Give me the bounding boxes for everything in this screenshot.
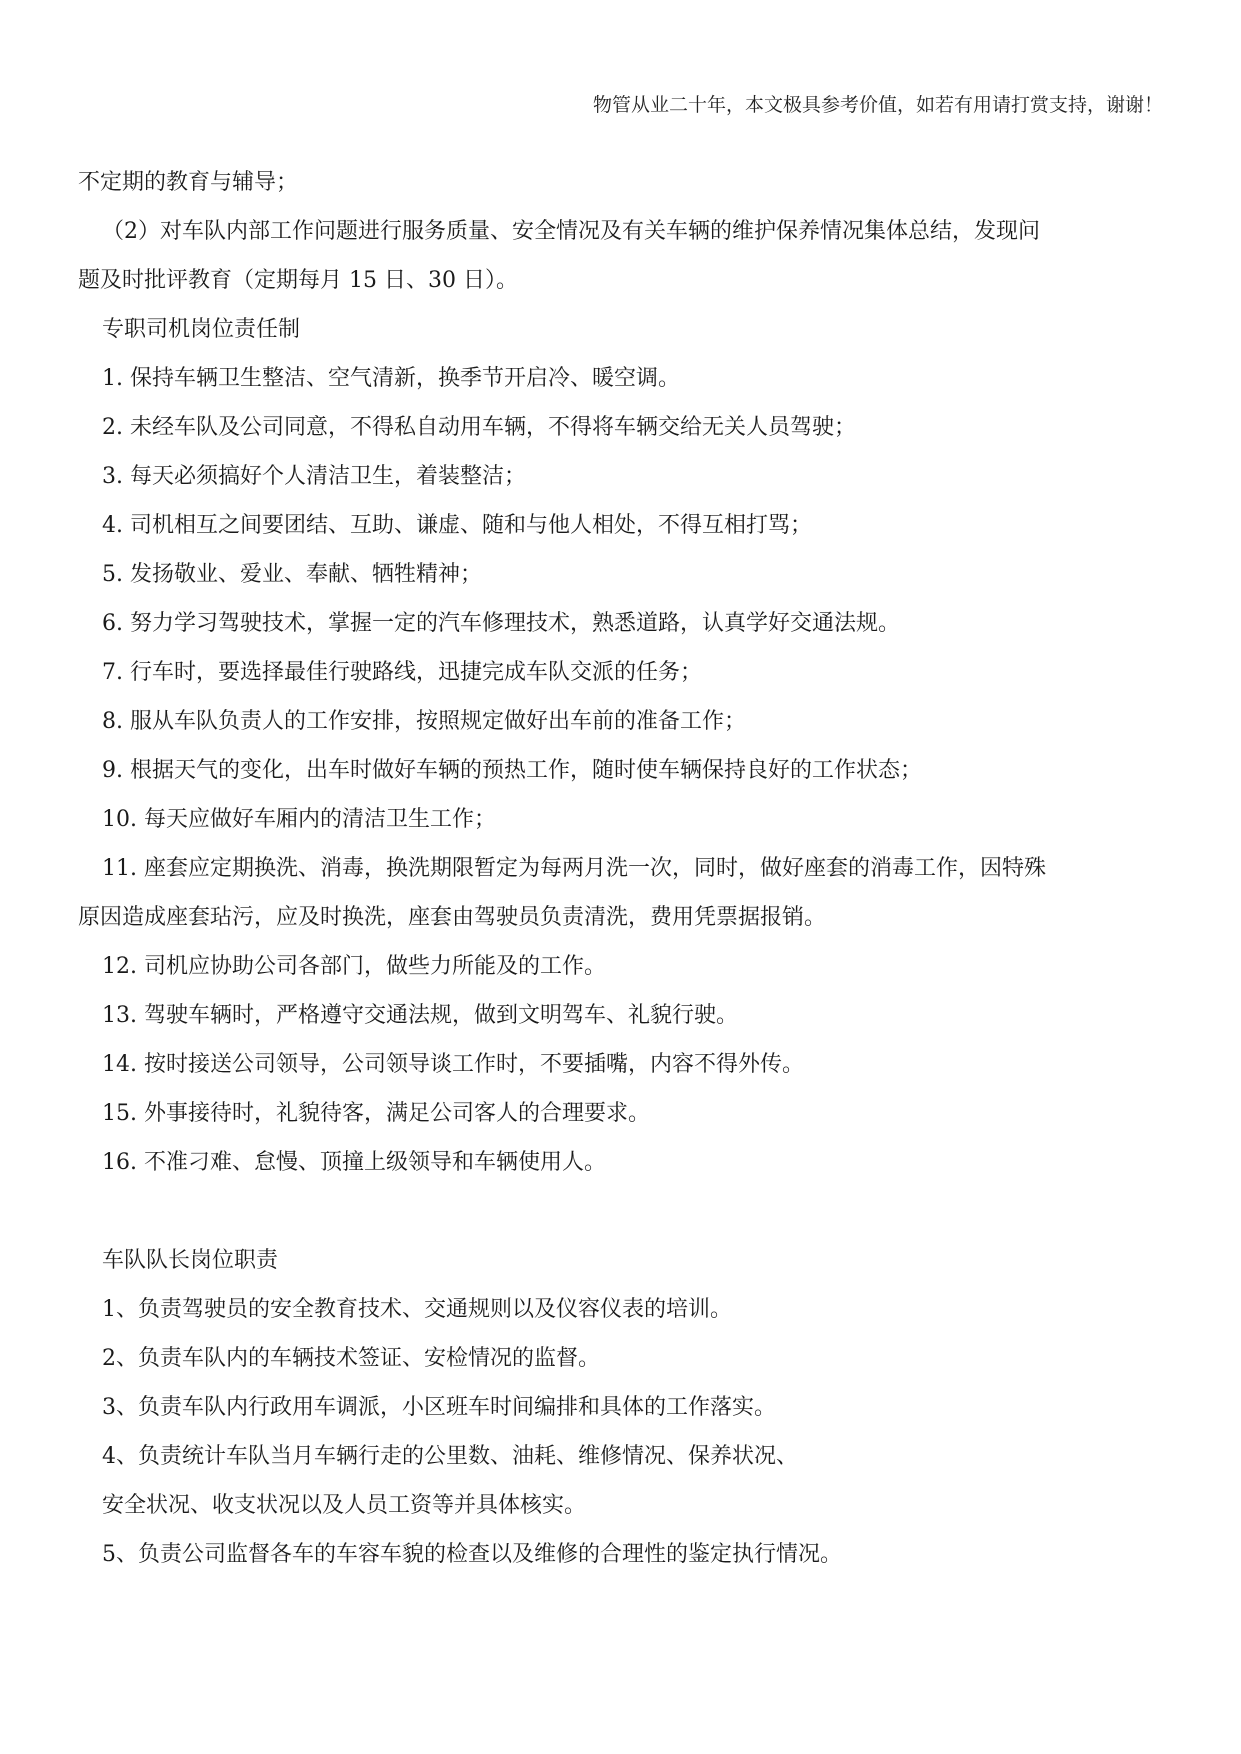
driver-item: 5. 发扬敬业、爱业、奉献、牺牲精神； — [102, 562, 482, 587]
document-body — [78, 158, 1168, 1579]
driver-item: 6. 努力学习驾驶技术，掌握一定的汽车修理技术，熟悉道路，认真学好交通法规。 — [102, 611, 900, 636]
driver-item: 12. 司机应协助公司各部门，做些力所能及的工作。 — [102, 954, 606, 979]
driver-item: 15. 外事接待时，礼貌待客，满足公司客人的合理要求。 — [102, 1101, 650, 1126]
driver-section-title: 专职司机岗位责任制 — [102, 317, 301, 342]
captain-item: 1、负责驾驶员的安全教育技术、交通规则以及仪容仪表的培训。 — [102, 1297, 732, 1322]
intro-line: 不定期的教育与辅导； — [78, 170, 299, 195]
captain-item: 2、负责车队内的车辆技术签证、安检情况的监督。 — [102, 1346, 600, 1371]
captain-section-title: 车队队长岗位职责 — [102, 1248, 279, 1273]
driver-item: 10. 每天应做好车厢内的清洁卫生工作； — [102, 807, 496, 832]
driver-item: 9. 根据天气的变化，出车时做好车辆的预热工作，随时使车辆保持良好的工作状态； — [102, 758, 922, 783]
driver-item: 16. 不准刁难、怠慢、顶撞上级领导和车辆使用人。 — [102, 1150, 606, 1175]
driver-item: 1. 保持车辆卫生整洁、空气清新，换季节开启冷、暖空调。 — [102, 366, 680, 391]
section-spacer — [78, 1187, 1168, 1236]
driver-item-11-line-2: 原因造成座套玷污，应及时换洗，座套由驾驶员负责清洗，费用凭票据报销。 — [78, 905, 827, 930]
captain-item: 3、负责车队内行政用车调派，小区班车时间编排和具体的工作落实。 — [102, 1395, 776, 1420]
driver-item: 3. 每天必须搞好个人清洁卫生，着装整洁； — [102, 464, 526, 489]
driver-item: 2. 未经车队及公司同意，不得私自动用车辆，不得将车辆交给无关人员驾驶； — [102, 415, 856, 440]
intro-item-2-line-1: （2）对车队内部工作问题进行服务质量、安全情况及有关车辆的维护保养情况集体总结，发现问 — [102, 219, 1041, 244]
driver-item-11-line-1: 11. 座套应定期换洗、消毒，换洗期限暂定为每两月洗一次，同时，做好座套的消毒工作，因特殊 — [102, 856, 1046, 881]
driver-item: 14. 按时接送公司领导，公司领导谈工作时，不要插嘴，内容不得外传。 — [102, 1052, 804, 1077]
driver-item: 7. 行车时，要选择最佳行驶路线，迅捷完成车队交派的任务； — [102, 660, 702, 685]
driver-item: 8. 服从车队负责人的工作安排，按照规定做好出车前的准备工作； — [102, 709, 746, 734]
captain-item: 4、负责统计车队当月车辆行走的公里数、油耗、维修情况、保养状况、 — [102, 1444, 798, 1469]
header-note: 物管从业二十年，本文极具参考价值，如若有用请打赏支持，谢谢！ — [592, 94, 1163, 116]
captain-item-continuation: 安全状况、收支状况以及人员工资等并具体核实。 — [102, 1493, 587, 1518]
intro-item-2-line-2: 题及时批评教育（定期每月 15 日、30 日）。 — [78, 268, 518, 293]
captain-item: 5、负责公司监督各车的车容车貌的检查以及维修的合理性的鉴定执行情况。 — [102, 1542, 842, 1567]
driver-item: 13. 驾驶车辆时，严格遵守交通法规，做到文明驾车、礼貌行驶。 — [102, 1003, 738, 1028]
driver-item: 4. 司机相互之间要团结、互助、谦虚、随和与他人相处，不得互相打骂； — [102, 513, 812, 538]
